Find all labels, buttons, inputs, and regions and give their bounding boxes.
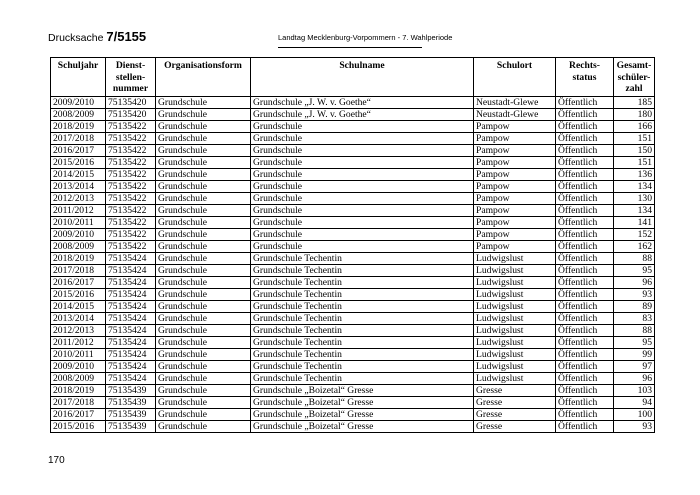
cell-school-year: 2008/2009 bbox=[51, 240, 106, 252]
cell-legal-status: Öffentlich bbox=[556, 168, 614, 180]
column-header-school-name bbox=[251, 58, 474, 97]
cell-school-location: Gresse bbox=[474, 420, 556, 432]
table-row bbox=[51, 360, 655, 372]
cell-organisation-form: Grundschule bbox=[156, 180, 251, 192]
cell-school-name: Grundschule bbox=[251, 180, 474, 192]
cell-office-number: 75135439 bbox=[106, 408, 156, 420]
cell-office-number: 75135424 bbox=[106, 348, 156, 360]
cell-legal-status: Öffentlich bbox=[556, 144, 614, 156]
table-body bbox=[51, 96, 655, 432]
column-header-organisation-form bbox=[156, 58, 251, 97]
cell-total-students: 152 bbox=[614, 228, 655, 240]
cell-office-number: 75135422 bbox=[106, 168, 156, 180]
table-row bbox=[51, 252, 655, 264]
cell-school-name: Grundschule „J. W. v. Goethe“ bbox=[251, 96, 474, 108]
column-header-line: Dienst- bbox=[115, 60, 146, 71]
cell-legal-status: Öffentlich bbox=[556, 336, 614, 348]
cell-school-year: 2017/2018 bbox=[51, 396, 106, 408]
table-row bbox=[51, 240, 655, 252]
cell-school-location: Pampow bbox=[474, 192, 556, 204]
cell-total-students: 180 bbox=[614, 108, 655, 120]
cell-organisation-form: Grundschule bbox=[156, 324, 251, 336]
cell-school-year: 2016/2017 bbox=[51, 276, 106, 288]
column-header-line: Rechts- bbox=[569, 60, 600, 71]
column-header-total-students bbox=[614, 58, 655, 97]
cell-office-number: 75135424 bbox=[106, 252, 156, 264]
cell-school-year: 2015/2016 bbox=[51, 156, 106, 168]
cell-organisation-form: Grundschule bbox=[156, 132, 251, 144]
cell-school-location: Ludwigslust bbox=[474, 372, 556, 384]
cell-school-name: Grundschule bbox=[251, 192, 474, 204]
cell-school-name: Grundschule Techentin bbox=[251, 312, 474, 324]
cell-total-students: 134 bbox=[614, 180, 655, 192]
cell-school-location: Pampow bbox=[474, 240, 556, 252]
cell-school-location: Ludwigslust bbox=[474, 324, 556, 336]
column-header-school-year bbox=[51, 58, 106, 97]
cell-school-location: Gresse bbox=[474, 396, 556, 408]
table-row bbox=[51, 420, 655, 432]
cell-legal-status: Öffentlich bbox=[556, 348, 614, 360]
cell-school-name: Grundschule bbox=[251, 240, 474, 252]
cell-legal-status: Öffentlich bbox=[556, 312, 614, 324]
cell-total-students: 94 bbox=[614, 396, 655, 408]
column-header-line: nummer bbox=[112, 83, 149, 94]
cell-legal-status: Öffentlich bbox=[556, 96, 614, 108]
cell-organisation-form: Grundschule bbox=[156, 216, 251, 228]
cell-legal-status: Öffentlich bbox=[556, 120, 614, 132]
cell-school-location: Pampow bbox=[474, 168, 556, 180]
cell-school-name: Grundschule Techentin bbox=[251, 348, 474, 360]
cell-office-number: 75135422 bbox=[106, 240, 156, 252]
cell-total-students: 88 bbox=[614, 252, 655, 264]
cell-organisation-form: Grundschule bbox=[156, 348, 251, 360]
column-header-line: Gesamt- bbox=[616, 60, 652, 71]
cell-school-name: Grundschule bbox=[251, 228, 474, 240]
cell-school-name: Grundschule Techentin bbox=[251, 276, 474, 288]
cell-organisation-form: Grundschule bbox=[156, 408, 251, 420]
cell-office-number: 75135424 bbox=[106, 312, 156, 324]
table-row bbox=[51, 276, 655, 288]
cell-total-students: 150 bbox=[614, 144, 655, 156]
column-header-line: status bbox=[572, 71, 597, 83]
cell-office-number: 75135420 bbox=[106, 108, 156, 120]
cell-school-year: 2016/2017 bbox=[51, 144, 106, 156]
cell-school-year: 2014/2015 bbox=[51, 300, 106, 312]
table-row bbox=[51, 348, 655, 360]
cell-legal-status: Öffentlich bbox=[556, 360, 614, 372]
school-table bbox=[50, 57, 655, 433]
cell-total-students: 136 bbox=[614, 168, 655, 180]
cell-school-year: 2016/2017 bbox=[51, 408, 106, 420]
cell-school-location: Pampow bbox=[474, 132, 556, 144]
table-row bbox=[51, 336, 655, 348]
cell-organisation-form: Grundschule bbox=[156, 120, 251, 132]
cell-organisation-form: Grundschule bbox=[156, 108, 251, 120]
cell-school-location: Pampow bbox=[474, 156, 556, 168]
column-header-line: Schulort bbox=[496, 60, 533, 71]
column-header-line: stellen- bbox=[115, 71, 146, 83]
cell-office-number: 75135424 bbox=[106, 288, 156, 300]
table-row bbox=[51, 108, 655, 120]
column-header-legal-status bbox=[556, 58, 614, 97]
cell-school-year: 2015/2016 bbox=[51, 288, 106, 300]
cell-school-year: 2015/2016 bbox=[51, 420, 106, 432]
cell-school-location: Ludwigslust bbox=[474, 264, 556, 276]
cell-office-number: 75135422 bbox=[106, 144, 156, 156]
table-row bbox=[51, 264, 655, 276]
cell-total-students: 99 bbox=[614, 348, 655, 360]
cell-legal-status: Öffentlich bbox=[556, 300, 614, 312]
cell-school-name: Grundschule Techentin bbox=[251, 324, 474, 336]
cell-school-year: 2009/2010 bbox=[51, 360, 106, 372]
table-row bbox=[51, 120, 655, 132]
cell-organisation-form: Grundschule bbox=[156, 276, 251, 288]
page-number: 170 bbox=[48, 455, 65, 466]
parliament-title: Landtag Mecklenburg-Vorpommern - 7. Wahlperiode bbox=[278, 33, 453, 42]
cell-organisation-form: Grundschule bbox=[156, 288, 251, 300]
cell-school-location: Gresse bbox=[474, 384, 556, 396]
cell-organisation-form: Grundschule bbox=[156, 300, 251, 312]
cell-total-students: 83 bbox=[614, 312, 655, 324]
cell-office-number: 75135422 bbox=[106, 156, 156, 168]
cell-office-number: 75135439 bbox=[106, 420, 156, 432]
table-row bbox=[51, 228, 655, 240]
cell-school-year: 2008/2009 bbox=[51, 372, 106, 384]
table-row bbox=[51, 132, 655, 144]
cell-office-number: 75135422 bbox=[106, 228, 156, 240]
cell-school-location: Ludwigslust bbox=[474, 360, 556, 372]
cell-total-students: 97 bbox=[614, 360, 655, 372]
cell-total-students: 93 bbox=[614, 420, 655, 432]
cell-school-location: Neustadt-Glewe bbox=[474, 108, 556, 120]
cell-organisation-form: Grundschule bbox=[156, 144, 251, 156]
cell-legal-status: Öffentlich bbox=[556, 264, 614, 276]
cell-school-name: Grundschule bbox=[251, 168, 474, 180]
cell-legal-status: Öffentlich bbox=[556, 324, 614, 336]
cell-office-number: 75135422 bbox=[106, 132, 156, 144]
cell-school-name: Grundschule bbox=[251, 216, 474, 228]
cell-school-year: 2013/2014 bbox=[51, 312, 106, 324]
cell-legal-status: Öffentlich bbox=[556, 156, 614, 168]
cell-legal-status: Öffentlich bbox=[556, 420, 614, 432]
cell-total-students: 95 bbox=[614, 336, 655, 348]
cell-office-number: 75135424 bbox=[106, 264, 156, 276]
cell-organisation-form: Grundschule bbox=[156, 252, 251, 264]
cell-legal-status: Öffentlich bbox=[556, 252, 614, 264]
cell-legal-status: Öffentlich bbox=[556, 216, 614, 228]
cell-school-year: 2009/2010 bbox=[51, 228, 106, 240]
cell-school-year: 2008/2009 bbox=[51, 108, 106, 120]
cell-total-students: 96 bbox=[614, 372, 655, 384]
cell-school-location: Pampow bbox=[474, 180, 556, 192]
cell-office-number: 75135424 bbox=[106, 360, 156, 372]
cell-school-name: Grundschule Techentin bbox=[251, 264, 474, 276]
cell-organisation-form: Grundschule bbox=[156, 228, 251, 240]
table-row bbox=[51, 300, 655, 312]
cell-school-location: Ludwigslust bbox=[474, 336, 556, 348]
cell-total-students: 141 bbox=[614, 216, 655, 228]
cell-school-name: Grundschule Techentin bbox=[251, 360, 474, 372]
cell-legal-status: Öffentlich bbox=[556, 192, 614, 204]
cell-organisation-form: Grundschule bbox=[156, 420, 251, 432]
cell-organisation-form: Grundschule bbox=[156, 192, 251, 204]
cell-school-location: Ludwigslust bbox=[474, 288, 556, 300]
cell-school-year: 2018/2019 bbox=[51, 252, 106, 264]
column-header-line: zahl bbox=[625, 83, 643, 94]
cell-school-year: 2013/2014 bbox=[51, 180, 106, 192]
cell-school-location: Ludwigslust bbox=[474, 312, 556, 324]
cell-school-year: 2017/2018 bbox=[51, 132, 106, 144]
cell-legal-status: Öffentlich bbox=[556, 288, 614, 300]
cell-school-year: 2018/2019 bbox=[51, 120, 106, 132]
cell-office-number: 75135422 bbox=[106, 192, 156, 204]
cell-legal-status: Öffentlich bbox=[556, 384, 614, 396]
cell-legal-status: Öffentlich bbox=[556, 408, 614, 420]
cell-office-number: 75135439 bbox=[106, 396, 156, 408]
table-row bbox=[51, 384, 655, 396]
table-row bbox=[51, 180, 655, 192]
cell-total-students: 88 bbox=[614, 324, 655, 336]
cell-organisation-form: Grundschule bbox=[156, 396, 251, 408]
cell-organisation-form: Grundschule bbox=[156, 336, 251, 348]
cell-office-number: 75135420 bbox=[106, 96, 156, 108]
cell-school-name: Grundschule „Boizetal“ Gresse bbox=[251, 396, 474, 408]
header-rule bbox=[278, 47, 422, 48]
cell-school-name: Grundschule Techentin bbox=[251, 336, 474, 348]
table-row bbox=[51, 96, 655, 108]
cell-school-location: Pampow bbox=[474, 204, 556, 216]
cell-legal-status: Öffentlich bbox=[556, 240, 614, 252]
cell-legal-status: Öffentlich bbox=[556, 180, 614, 192]
cell-school-name: Grundschule bbox=[251, 204, 474, 216]
cell-school-location: Pampow bbox=[474, 228, 556, 240]
doc-number: 7/5155 bbox=[106, 29, 147, 44]
table-row bbox=[51, 192, 655, 204]
cell-total-students: 103 bbox=[614, 384, 655, 396]
table-row bbox=[51, 216, 655, 228]
document-label bbox=[48, 29, 146, 44]
cell-school-location: Pampow bbox=[474, 144, 556, 156]
cell-school-name: Grundschule „Boizetal“ Gresse bbox=[251, 408, 474, 420]
table-row bbox=[51, 168, 655, 180]
cell-school-location: Ludwigslust bbox=[474, 252, 556, 264]
cell-school-name: Grundschule „J. W. v. Goethe“ bbox=[251, 108, 474, 120]
cell-school-year: 2011/2012 bbox=[51, 336, 106, 348]
table-row bbox=[51, 144, 655, 156]
cell-school-name: Grundschule bbox=[251, 132, 474, 144]
cell-total-students: 151 bbox=[614, 156, 655, 168]
table-header-row bbox=[51, 58, 655, 97]
cell-organisation-form: Grundschule bbox=[156, 168, 251, 180]
cell-school-location: Pampow bbox=[474, 120, 556, 132]
cell-school-name: Grundschule Techentin bbox=[251, 252, 474, 264]
cell-office-number: 75135424 bbox=[106, 276, 156, 288]
cell-legal-status: Öffentlich bbox=[556, 108, 614, 120]
cell-office-number: 75135422 bbox=[106, 216, 156, 228]
table-row bbox=[51, 288, 655, 300]
table-row bbox=[51, 372, 655, 384]
cell-school-location: Neustadt-Glewe bbox=[474, 96, 556, 108]
cell-school-year: 2014/2015 bbox=[51, 168, 106, 180]
cell-total-students: 151 bbox=[614, 132, 655, 144]
cell-school-name: Grundschule Techentin bbox=[251, 300, 474, 312]
table-row bbox=[51, 156, 655, 168]
cell-organisation-form: Grundschule bbox=[156, 312, 251, 324]
cell-school-name: Grundschule bbox=[251, 156, 474, 168]
cell-organisation-form: Grundschule bbox=[156, 264, 251, 276]
cell-school-year: 2010/2011 bbox=[51, 216, 106, 228]
cell-legal-status: Öffentlich bbox=[556, 204, 614, 216]
cell-total-students: 100 bbox=[614, 408, 655, 420]
cell-school-year: 2012/2013 bbox=[51, 324, 106, 336]
cell-school-name: Grundschule „Boizetal“ Gresse bbox=[251, 420, 474, 432]
column-header-line: Organisationsform bbox=[164, 60, 242, 71]
cell-office-number: 75135424 bbox=[106, 372, 156, 384]
cell-office-number: 75135422 bbox=[106, 120, 156, 132]
cell-school-year: 2011/2012 bbox=[51, 204, 106, 216]
table-row bbox=[51, 324, 655, 336]
cell-legal-status: Öffentlich bbox=[556, 228, 614, 240]
cell-legal-status: Öffentlich bbox=[556, 276, 614, 288]
cell-school-name: Grundschule Techentin bbox=[251, 288, 474, 300]
cell-school-year: 2018/2019 bbox=[51, 384, 106, 396]
cell-total-students: 185 bbox=[614, 96, 655, 108]
cell-school-name: Grundschule Techentin bbox=[251, 372, 474, 384]
cell-total-students: 130 bbox=[614, 192, 655, 204]
cell-school-year: 2012/2013 bbox=[51, 192, 106, 204]
cell-legal-status: Öffentlich bbox=[556, 396, 614, 408]
cell-school-location: Ludwigslust bbox=[474, 348, 556, 360]
table-row bbox=[51, 408, 655, 420]
cell-organisation-form: Grundschule bbox=[156, 384, 251, 396]
column-header-school-location bbox=[474, 58, 556, 97]
cell-school-location: Ludwigslust bbox=[474, 276, 556, 288]
cell-office-number: 75135424 bbox=[106, 300, 156, 312]
cell-office-number: 75135424 bbox=[106, 336, 156, 348]
table-row bbox=[51, 396, 655, 408]
cell-organisation-form: Grundschule bbox=[156, 240, 251, 252]
cell-legal-status: Öffentlich bbox=[556, 132, 614, 144]
cell-school-location: Pampow bbox=[474, 216, 556, 228]
cell-organisation-form: Grundschule bbox=[156, 204, 251, 216]
cell-office-number: 75135422 bbox=[106, 180, 156, 192]
cell-office-number: 75135424 bbox=[106, 324, 156, 336]
cell-total-students: 89 bbox=[614, 300, 655, 312]
cell-school-name: Grundschule bbox=[251, 144, 474, 156]
cell-total-students: 93 bbox=[614, 288, 655, 300]
column-header-office-number bbox=[106, 58, 156, 97]
column-header-line: schüler- bbox=[617, 71, 651, 83]
table-row bbox=[51, 204, 655, 216]
column-header-line: Schulname bbox=[339, 60, 385, 71]
cell-total-students: 95 bbox=[614, 264, 655, 276]
cell-school-location: Gresse bbox=[474, 408, 556, 420]
cell-office-number: 75135439 bbox=[106, 384, 156, 396]
doc-label-text: Drucksache bbox=[48, 32, 104, 44]
cell-school-name: Grundschule bbox=[251, 120, 474, 132]
cell-school-year: 2017/2018 bbox=[51, 264, 106, 276]
cell-total-students: 96 bbox=[614, 276, 655, 288]
cell-organisation-form: Grundschule bbox=[156, 360, 251, 372]
cell-school-location: Ludwigslust bbox=[474, 300, 556, 312]
column-header-line: Schuljahr bbox=[57, 60, 99, 71]
cell-organisation-form: Grundschule bbox=[156, 156, 251, 168]
cell-school-year: 2009/2010 bbox=[51, 96, 106, 108]
cell-total-students: 134 bbox=[614, 204, 655, 216]
cell-legal-status: Öffentlich bbox=[556, 372, 614, 384]
cell-total-students: 166 bbox=[614, 120, 655, 132]
table-row bbox=[51, 312, 655, 324]
cell-school-year: 2010/2011 bbox=[51, 348, 106, 360]
cell-organisation-form: Grundschule bbox=[156, 96, 251, 108]
cell-organisation-form: Grundschule bbox=[156, 372, 251, 384]
cell-total-students: 162 bbox=[614, 240, 655, 252]
cell-office-number: 75135422 bbox=[106, 204, 156, 216]
cell-school-name: Grundschule „Boizetal“ Gresse bbox=[251, 384, 474, 396]
